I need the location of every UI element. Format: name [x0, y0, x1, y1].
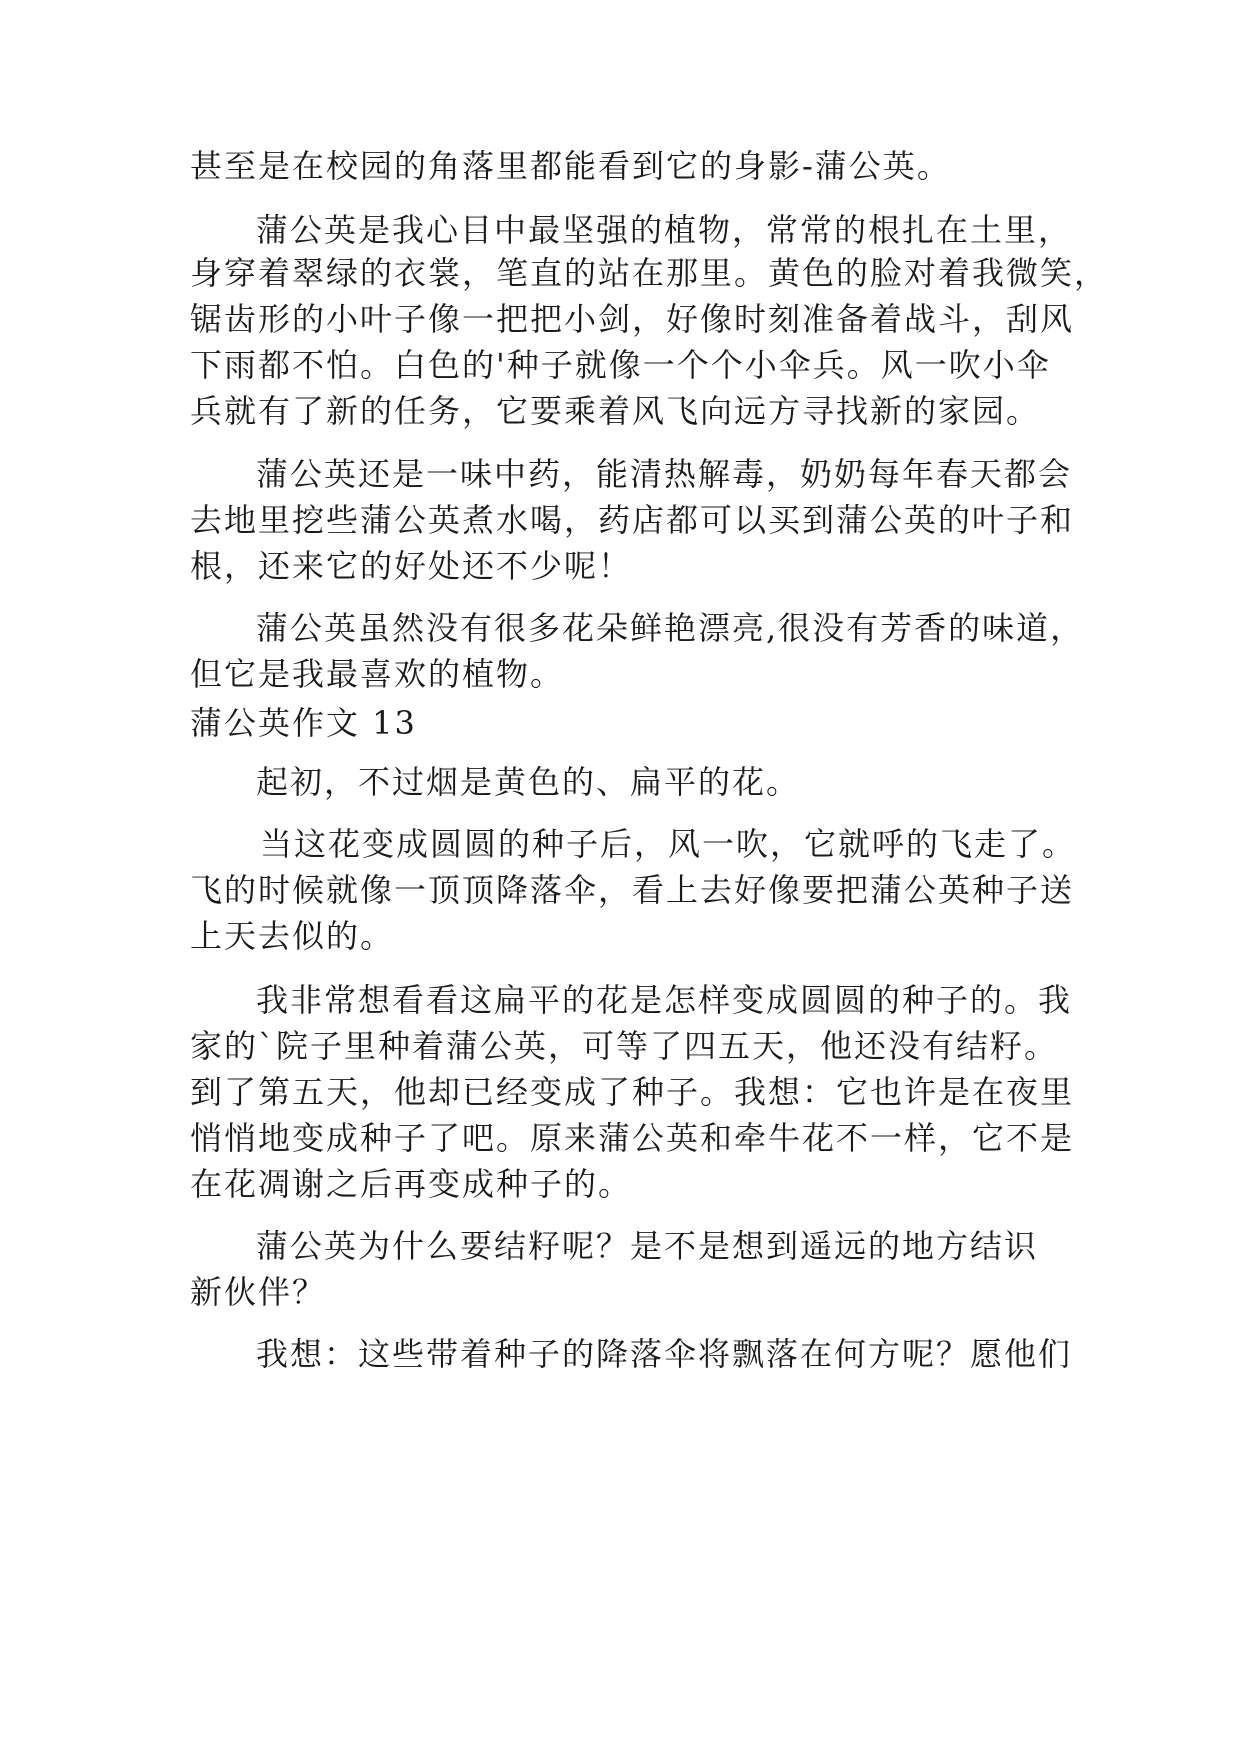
paragraph-start-line: 蒲公英虽然没有很多花朵鲜艳漂亮,很没有芳香的味道，	[256, 609, 1085, 647]
text-line: 去地里挖些蒲公英煮水喝，药店都可以买到蒲公英的叶子和	[190, 501, 1075, 539]
text-line: 飞的时候就像一顶顶降落伞，看上去好像要把蒲公英种子送	[190, 871, 1075, 909]
text-line: 在花凋谢之后再变成种子的。	[190, 1165, 633, 1203]
text-line: 悄悄地变成种子了吧。原来蒲公英和牵牛花不一样，它不是	[190, 1119, 1075, 1157]
text-line: 新伙伴？	[190, 1273, 327, 1311]
paragraph-start-line: 蒲公英为什么要结籽呢？是不是想到遥远的地方结识	[256, 1227, 1039, 1265]
text-line: 家的`院子里种着蒲公英，可等了四五天，他还没有结籽。	[190, 1027, 1059, 1065]
text-line: 身穿着翠绿的衣裳，笔直的站在那里。黄色的脸对着我微笑，	[190, 254, 1109, 292]
text-line: 到了第五天，他却已经变成了种子。我想：它也许是在夜里	[190, 1073, 1075, 1111]
text-line: 上天去似的。	[190, 917, 395, 955]
text-line: 根，还来它的好处还不少呢！	[190, 547, 633, 585]
section-heading: 蒲公英作文 13	[190, 704, 417, 742]
text-line: 但它是我最喜欢的植物。	[190, 655, 565, 693]
paragraph-start-line: 我想：这些带着种子的降落伞将飘落在何方呢？愿他们	[256, 1335, 1073, 1373]
text-line: 锯齿形的小叶子像一把把小剑，好像时刻准备着战斗，刮风	[190, 300, 1075, 338]
paragraph-start-line: 蒲公英还是一味中药，能清热解毒，奶奶每年春天都会	[256, 455, 1073, 493]
paragraph-start-line: 起初，不过烟是黄色的、扁平的花。	[256, 763, 801, 801]
text-line: 兵就有了新的任务，它要乘着风飞向远方寻找新的家园。	[190, 392, 1041, 430]
paragraph-start-line: 蒲公英是我心目中最坚强的植物，常常的根扎在土里，	[256, 211, 1073, 249]
text-line: 甚至是在校园的角落里都能看到它的身影-蒲公英。	[190, 147, 951, 185]
paragraph-start-line: 我非常想看看这扁平的花是怎样变成圆圆的种子的。我	[256, 981, 1073, 1019]
paragraph-start-line: 当这花变成圆圆的种子后，风一吹，它就呼的飞走了。	[260, 825, 1077, 863]
text-line: 下雨都不怕。白色的'种子就像一个个小伞兵。风一吹小伞	[190, 346, 1051, 384]
